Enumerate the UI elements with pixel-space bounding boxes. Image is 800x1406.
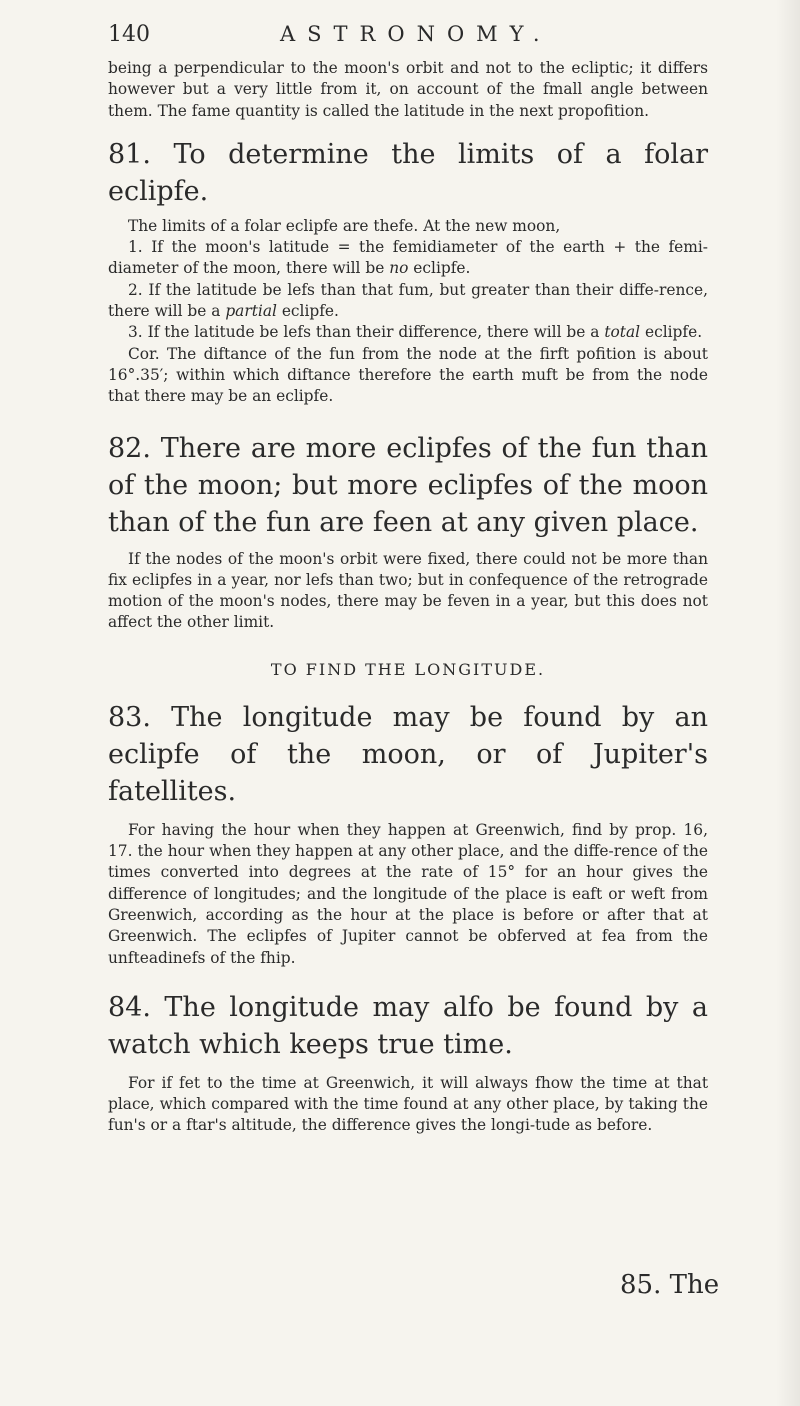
section-81-item-2: 2. If the latitude be lefs than that fum, but greater than their diffe-rence, there will be a partial eclipfe. (108, 280, 708, 321)
page-header (108, 22, 698, 54)
section-81-item-3: 3. If the latitude be lefs than their difference, there will be a total eclipfe. (128, 323, 703, 342)
running-head: ASTRONOMY. (280, 22, 552, 46)
section-84-text: For if fet to the time at Greenwich, it will always fhow the time at that place, which compared with the time found at any other place, by taking the fun's or a ftar's altitude, the difference gives the longi-tude as before. (108, 1073, 708, 1135)
page-edge-shadow (776, 0, 800, 1406)
section-83-heading: 83. The longitude may be found by an eclipfe of the moon, or of Jupiter's fatellites. (108, 701, 708, 807)
intro-paragraph: being a perpendicular to the moon's orbit and not to the ecliptic; it differs however but a very little from it, on account of the fmall angle between them. The fame quantity is called the latitude in the next propofition. (108, 59, 708, 120)
section-81-item-1: 1. If the moon's latitude = the femidiameter of the earth + the femi-diameter of the moon, there will be no eclipfe. (108, 238, 708, 278)
section-82-heading: 82. There are more eclipfes of the fun than of the moon; but more eclipfes of the moon than of the fun are feen at any given place. (108, 432, 708, 538)
section-82-text: If the nodes of the moon's orbit were fixed, there could not be more than fix eclipfes in a year, nor lefs than two; but in confequence of the retrograde motion of the moon's nodes, there may be feven in a year, but this does not affect the other limit. (108, 549, 708, 632)
section-81-intro: The limits of a folar eclipfe are thefe. At the new moon, (128, 216, 561, 235)
catchword: 85. The (620, 1270, 720, 1300)
section-83-text: For having the hour when they happen at Greenwich, find by prop. 16, 17. the hour when they happen at any other place, and the diffe-rence of the times converted into degrees at the rate of 15° for an hour gives the difference of longitudes; and the longitude of the place is eaft or weft from Greenwich, according as the hour at the place is before or after that at Greenwich. The eclipfes of Jupiter cannot be obferved at fea from the unfteadinefs of the fhip. (108, 820, 708, 967)
section-81-corollary: Cor. The diftance of the fun from the node at the firft pofition is about 16°.35′; within which diftance therefore the earth muft be from the node that there may be an eclipfe. (108, 344, 708, 406)
section-81-heading: 81. To determine the limits of a folar eclipfe. (108, 138, 708, 207)
section-84-heading: 84. The longitude may alfo be found by a watch which keeps true time. (108, 991, 708, 1060)
longitude-section-title: TO FIND THE LONGITUDE. (270, 659, 546, 679)
body-text (108, 58, 708, 1137)
page-number: 140 (108, 22, 150, 47)
